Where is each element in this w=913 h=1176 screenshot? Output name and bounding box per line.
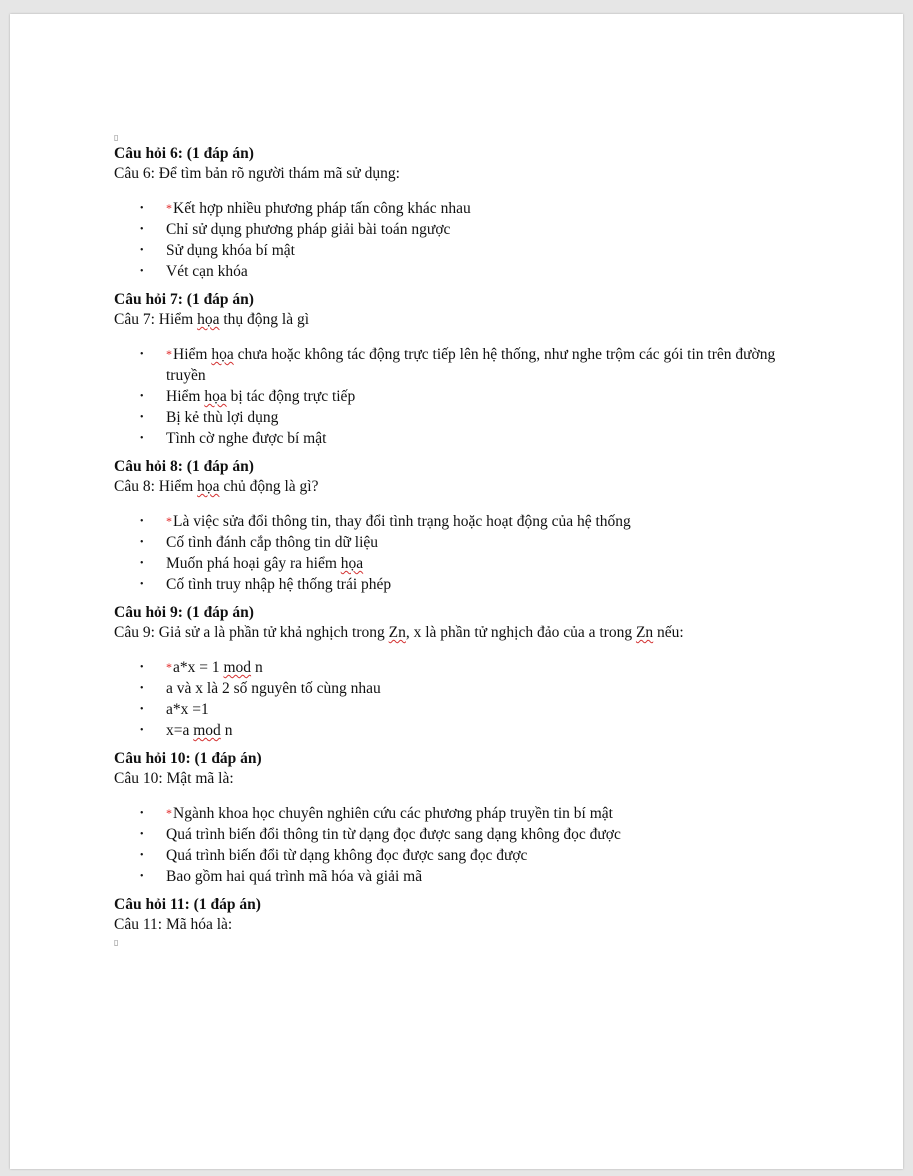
spellcheck-word[interactable]: Zn (388, 624, 406, 641)
spellcheck-word[interactable]: Zn (635, 624, 654, 641)
question-title: Câu hỏi 8: (1 đáp án) (114, 458, 254, 475)
option-text: a*x =1 (166, 701, 209, 718)
question-title: Câu hỏi 7: (1 đáp án) (114, 291, 254, 308)
option-text: Hiểm (173, 346, 212, 363)
question-11 (114, 895, 794, 935)
option-text: Bao gồm hai quá trình mã hóa và giải mã (166, 868, 423, 885)
option (114, 428, 794, 449)
question-text (114, 623, 794, 643)
option (114, 407, 794, 428)
option (114, 386, 794, 407)
option (114, 678, 794, 699)
option-text: n (220, 722, 233, 739)
bullet-icon: • (140, 203, 144, 214)
question-10 (114, 749, 794, 887)
option-text: bị tác động trực tiếp (226, 388, 356, 405)
bullet-icon: • (140, 412, 144, 423)
text-part: , x là phần tử nghịch đảo của a trong (405, 624, 636, 641)
option-correct (114, 511, 794, 532)
paragraph-marker-icon: ▯ (114, 133, 119, 142)
option-text: Cố tình truy nhập hệ thống trái phép (166, 576, 392, 593)
option-text: chưa hoặc không tác động trực tiếp lên hệ thống, như nghe trộm các gói tin trên đường truyền (166, 346, 776, 384)
bullet-icon: • (140, 725, 144, 736)
options-list (114, 198, 794, 282)
options-list (114, 657, 794, 741)
question-title: Câu hỏi 6: (1 đáp án) (114, 145, 254, 162)
option-correct (114, 657, 794, 678)
paragraph-marker-icon: ▯ (114, 938, 119, 947)
bullet-icon: • (140, 558, 144, 569)
bullet-icon: • (140, 683, 144, 694)
question-text (114, 310, 794, 330)
correct-star-icon: * (166, 201, 172, 215)
bullet-icon: • (140, 516, 144, 527)
question-title: Câu hỏi 11: (1 đáp án) (114, 896, 261, 913)
document-content (114, 132, 794, 949)
bullet-icon: • (140, 850, 144, 861)
option (114, 824, 794, 845)
options-list (114, 511, 794, 595)
option-correct (114, 803, 794, 824)
option (114, 532, 794, 553)
bullet-icon: • (140, 349, 144, 360)
text-part: Câu 9: Giả sử a là phần tử khả nghịch trong (114, 624, 389, 641)
question-7 (114, 290, 794, 449)
correct-star-icon: * (166, 347, 172, 361)
text-part: thụ động là gì (219, 311, 310, 328)
spellcheck-word[interactable]: họa (211, 346, 234, 363)
option-text: Là việc sửa đổi thông tin, thay đổi tình trạng hoặc hoạt động của hệ thống (173, 513, 631, 530)
option (114, 574, 794, 595)
document-page (10, 14, 903, 1169)
option-text: Tình cờ nghe được bí mật (166, 430, 327, 447)
bullet-icon: • (140, 704, 144, 715)
option-text: a*x = 1 (173, 659, 224, 676)
bullet-icon: • (140, 224, 144, 235)
option (114, 699, 794, 720)
bullet-icon: • (140, 871, 144, 882)
bullet-icon: • (140, 245, 144, 256)
spellcheck-word[interactable]: họa (204, 388, 227, 405)
question-8 (114, 457, 794, 595)
option-text: Sử dụng khóa bí mật (166, 242, 295, 259)
question-6 (114, 144, 794, 282)
bullet-icon: • (140, 808, 144, 819)
option-text: Kết hợp nhiều phương pháp tấn công khác nhau (173, 200, 471, 217)
option-text: Ngành khoa học chuyên nghiên cứu các phương pháp truyền tin bí mật (173, 805, 613, 822)
option-correct (114, 344, 794, 386)
option (114, 261, 794, 282)
option-text: Bị kẻ thù lợi dụng (166, 409, 279, 426)
option-text: x=a (166, 722, 194, 739)
question-text: Câu 6: Để tìm bản rõ người thám mã sử dụng: (114, 165, 400, 182)
spellcheck-word[interactable]: mod (193, 722, 221, 739)
correct-star-icon: * (166, 514, 172, 528)
option-text: Hiểm (166, 388, 205, 405)
bullet-icon: • (140, 537, 144, 548)
text-part: Câu 8: Hiểm (114, 478, 198, 495)
question-text: Câu 11: Mã hóa là: (114, 916, 233, 933)
option-text: Chỉ sử dụng phương pháp giải bài toán ngược (166, 221, 451, 238)
bullet-icon: • (140, 433, 144, 444)
option (114, 866, 794, 887)
spellcheck-word[interactable]: mod (223, 659, 252, 676)
correct-star-icon: * (166, 660, 172, 674)
option (114, 219, 794, 240)
option-text: a và x là 2 số nguyên tố cùng nhau (166, 680, 381, 697)
option-text: Quá trình biến đổi thông tin từ dạng đọc được sang dạng không đọc được (166, 826, 621, 843)
bullet-icon: • (140, 579, 144, 590)
question-title: Câu hỏi 9: (1 đáp án) (114, 604, 254, 621)
option-text: Muốn phá hoại gây ra hiểm (166, 555, 341, 572)
text-part: nếu: (653, 624, 684, 641)
bullet-icon: • (140, 829, 144, 840)
text-part: chủ động là gì? (219, 478, 319, 495)
bullet-icon: • (140, 391, 144, 402)
option-correct (114, 198, 794, 219)
question-title: Câu hỏi 10: (1 đáp án) (114, 750, 262, 767)
question-9 (114, 603, 794, 741)
option (114, 553, 794, 574)
option (114, 845, 794, 866)
bullet-icon: • (140, 266, 144, 277)
option (114, 240, 794, 261)
spellcheck-word[interactable]: họa (197, 311, 220, 328)
option-text: Quá trình biến đổi từ dạng không đọc được sang đọc được (166, 847, 528, 864)
bullet-icon: • (140, 662, 144, 673)
option-text: Vét cạn khóa (166, 263, 248, 280)
options-list (114, 803, 794, 887)
option (114, 720, 794, 741)
option-text: n (251, 659, 263, 676)
options-list (114, 344, 794, 449)
correct-star-icon: * (166, 806, 172, 820)
option-text: Cố tình đánh cắp thông tin dữ liệu (166, 534, 379, 551)
spellcheck-word[interactable]: họa (197, 478, 220, 495)
text-part: Câu 7: Hiểm (114, 311, 198, 328)
spellcheck-word[interactable]: họa (340, 555, 364, 572)
question-text (114, 477, 794, 497)
question-text: Câu 10: Mật mã là: (114, 770, 234, 787)
